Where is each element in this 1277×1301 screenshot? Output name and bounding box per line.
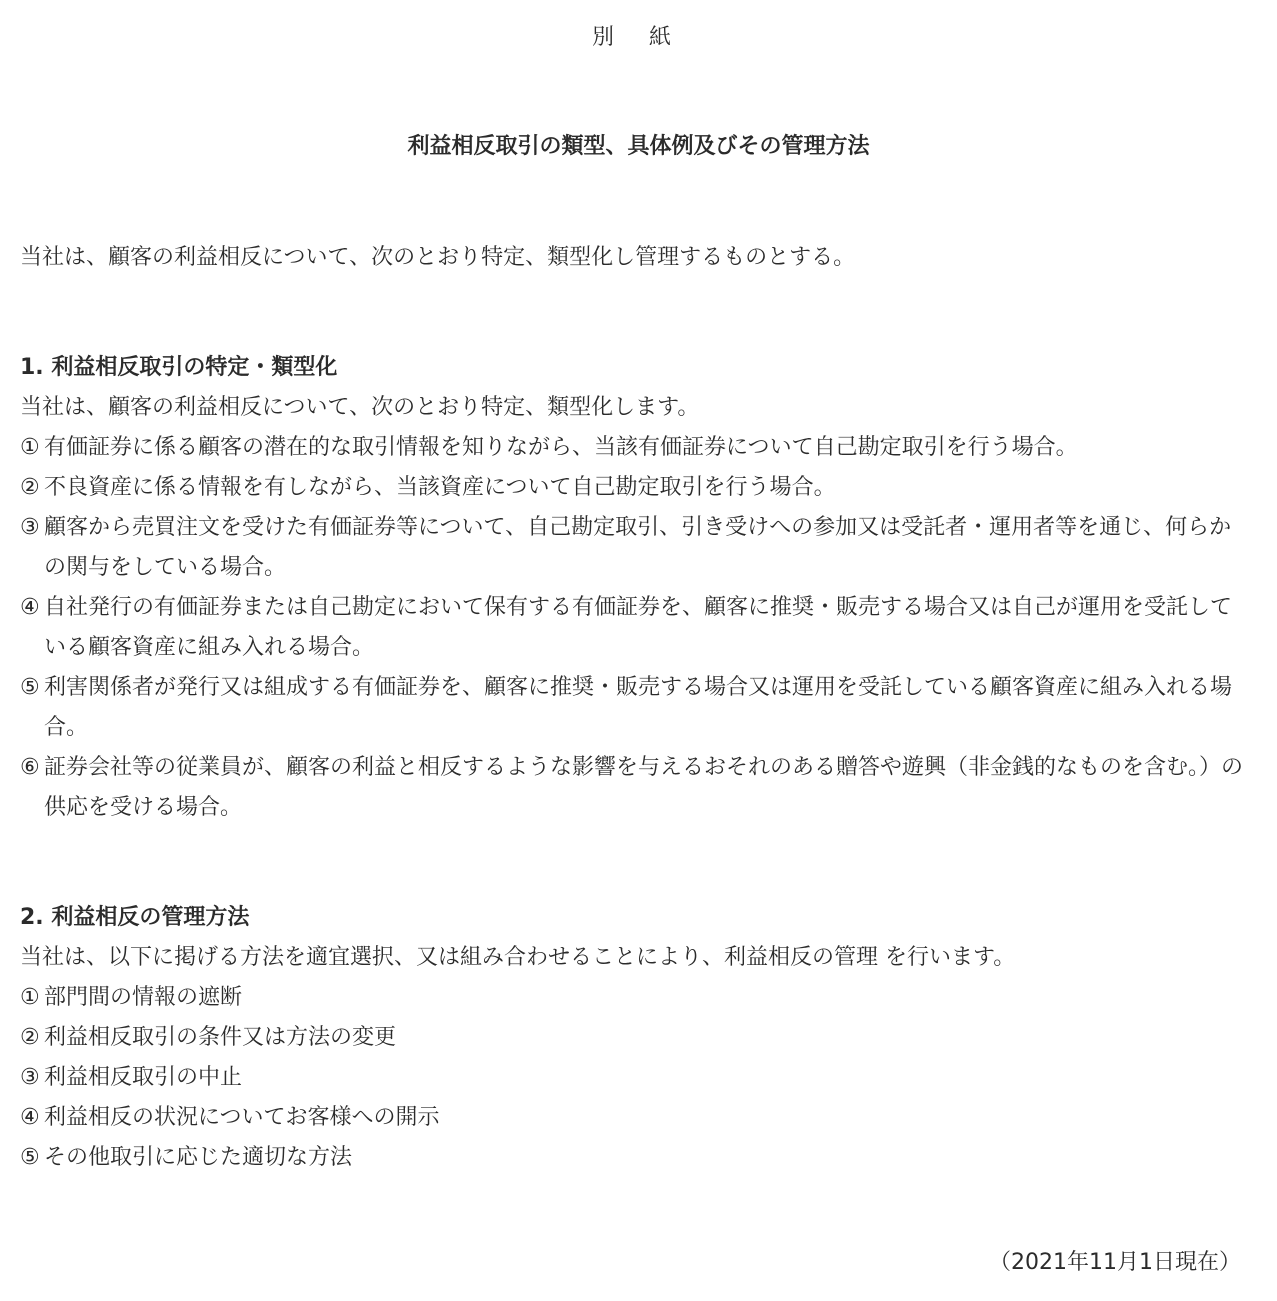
list-item — [20, 1098, 1260, 1138]
item-text: 利益相反取引の中止 — [44, 1065, 243, 1090]
item-number: ① — [20, 985, 40, 1010]
item-number: ⑤ — [20, 1145, 40, 1170]
item-number: ⑤ — [20, 675, 40, 700]
section-identification — [20, 348, 1260, 828]
document-title: 利益相反取引の類型、具体例及びその管理方法 — [407, 134, 870, 159]
item-text: 利益相反取引の条件又は方法の変更 — [44, 1025, 397, 1050]
item-text: その他取引に応じた適切な方法 — [44, 1145, 353, 1170]
item-text: 有価証券に係る顧客の潜在的な取引情報を知りながら、当該有価証券について自己勘定取引を行う場合。 — [44, 435, 1078, 460]
section-1-lead: 当社は、顧客の利益相反について、次のとおり特定、類型化します。 — [20, 395, 700, 420]
as-of-date: （2021年11月1日現在） — [989, 1250, 1241, 1275]
list-item — [20, 428, 1260, 468]
section-1-title: 1. 利益相反取引の特定・類型化 — [20, 355, 338, 380]
item-number: ② — [20, 1025, 40, 1050]
item-text: 不良資産に係る情報を有しながら、当該資産について自己勘定取引を行う場合。 — [44, 475, 836, 500]
list-item — [20, 978, 1260, 1018]
section-management — [20, 898, 1260, 1178]
item-text: 利害関係者が発行又は組成する有価証券を、顧客に推奨・販売する場合又は運用を受託している顧客資産に組み入れる場合。 — [44, 675, 1233, 740]
item-number: ① — [20, 435, 40, 460]
list-item — [20, 508, 1260, 588]
list-item — [20, 588, 1260, 668]
item-text: 利益相反の状況についてお客様への開示 — [44, 1105, 440, 1130]
item-number: ④ — [20, 595, 40, 620]
item-number: ⑥ — [20, 755, 40, 780]
list-item — [20, 1018, 1260, 1058]
item-text: 自社発行の有価証券または自己勘定において保有する有価証券を、顧客に推奨・販売する場合又は自己が運用を受託している顧客資産に組み入れる場合。 — [44, 595, 1233, 660]
attachment-label: 別 紙 — [592, 25, 685, 50]
item-number: ② — [20, 475, 40, 500]
list-item — [20, 468, 1260, 508]
list-item — [20, 748, 1260, 828]
item-number: ③ — [20, 515, 40, 540]
list-item — [20, 1138, 1260, 1178]
item-text: 顧客から売買注文を受けた有価証券等について、自己勘定取引、引き受けへの参加又は受託者・運用者等を通じ、何らかの関与をしている場合。 — [44, 515, 1232, 580]
item-text: 部門間の情報の遮断 — [44, 985, 243, 1010]
list-item — [20, 668, 1260, 748]
item-number: ④ — [20, 1105, 40, 1130]
item-text: 証券会社等の従業員が、顧客の利益と相反するような影響を与えるおそれのある贈答や遊興（非金銭的なものを含む。）の供応を受ける場合。 — [44, 755, 1244, 820]
list-item — [20, 1058, 1260, 1098]
section-2-lead: 当社は、以下に掲げる方法を適宜選択、又は組み合わせることにより、利益相反の管理 を行います。 — [20, 945, 1016, 970]
intro-paragraph: 当社は、顧客の利益相反について、次のとおり特定、類型化し管理するものとする。 — [20, 245, 856, 270]
item-number: ③ — [20, 1065, 40, 1090]
section-2-title: 2. 利益相反の管理方法 — [20, 905, 250, 930]
